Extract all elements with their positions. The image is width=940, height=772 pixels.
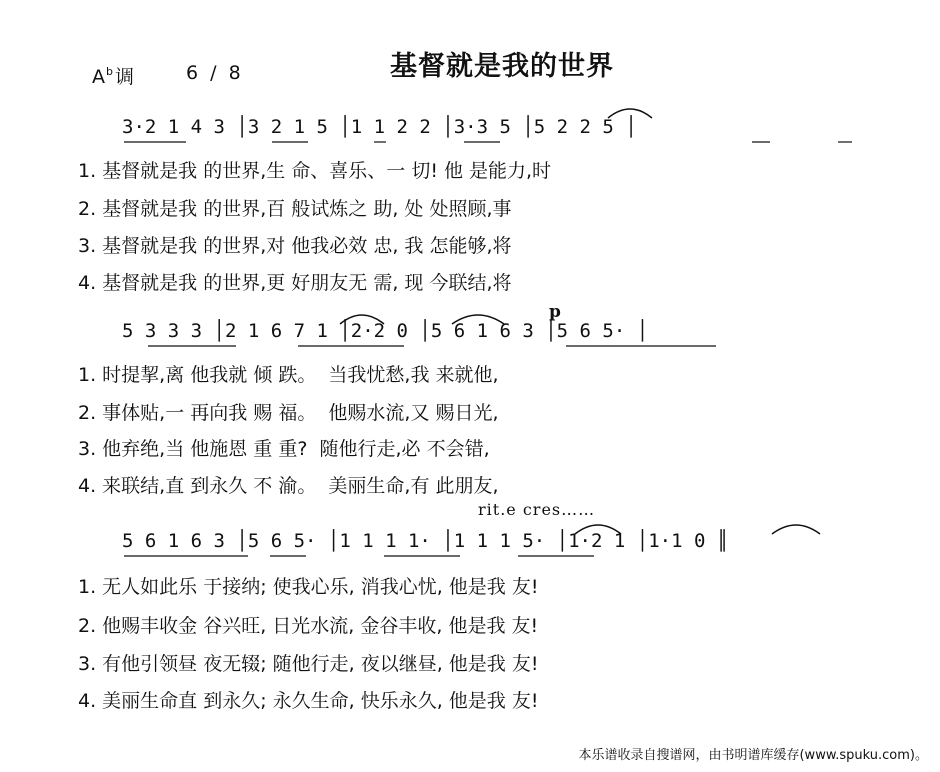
lyric-line-3-1: 1. 无人如此乐 于接纳; 使我心乐, 消我心忧, 他是我 友!: [78, 576, 539, 598]
slur-mark: [452, 315, 504, 324]
lyric-line-3-3: 3. 有他引领昼 夜无辍; 随他行走, 夜以继昼, 他是我 友!: [78, 653, 539, 675]
lyric-line-1-4: 4. 基督就是我 的世界,更 好朋友无 需, 现 今联结,将: [78, 272, 512, 294]
lyric-line-1-2: 2. 基督就是我 的世界,百 般试炼之 助, 处 处照顾,事: [78, 198, 512, 220]
song-title: 基督就是我的世界: [390, 51, 614, 82]
notes-line-1: 3·2 1 4 3 │3 2 1 5 │1 1 2 2 │3·3 5 │5 2 2 5 │: [122, 116, 637, 138]
key-letter: A: [92, 66, 105, 88]
flat-sign: b: [106, 65, 113, 78]
lyric-line-2-1: 1. 时提挈,离 他我就 倾 跌。 当我忧愁,我 来就他,: [78, 364, 499, 386]
lyric-line-1-3: 3. 基督就是我 的世界,对 他我必效 忠, 我 怎能够,将: [78, 235, 512, 257]
key-label: 调: [114, 66, 134, 88]
dynamic-marking: p: [549, 302, 561, 322]
slur-mark: [608, 109, 652, 118]
time-signature: 6 / 8: [186, 62, 244, 84]
source-footer: 本乐谱收录自搜谱网，由书明谱库缓存(www.spuku.com)。: [578, 748, 928, 763]
lyric-line-2-3: 3. 他弃绝,当 他施恩 重 重? 随他行走,必 不会错,: [78, 438, 490, 460]
lyric-line-2-4: 4. 来联结,直 到永久 不 渝。 美丽生命,有 此朋友,: [78, 475, 499, 497]
lyric-line-3-2: 2. 他赐丰收金 谷兴旺, 日光水流, 金谷丰收, 他是我 友!: [78, 615, 539, 637]
lyric-line-3-4: 4. 美丽生命直 到永久; 永久生命, 快乐永久, 他是我 友!: [78, 690, 539, 712]
slur-mark: [575, 525, 621, 534]
notes-line-3: 5 6 1 6 3 │5 6 5· │1 1 1 1· │1 1 1 5· │1·2 1 │1·1 0 ║: [122, 530, 729, 552]
slur-mark: [772, 525, 820, 534]
lyric-line-1-1: 1. 基督就是我 的世界,生 命、喜乐、一 切! 他 是能力,时: [78, 160, 552, 182]
notes-line-2: 5 3 3 3 │2 1 6 7 1 │2·2 0 │5 6 1 6 3 │5 6 5· │: [122, 320, 649, 342]
slur-mark: [340, 315, 384, 324]
expression-marking: rit.e cres……: [478, 500, 596, 519]
lyric-line-2-2: 2. 事体贴,一 再向我 赐 福。 他赐水流,又 赐日光,: [78, 402, 499, 424]
